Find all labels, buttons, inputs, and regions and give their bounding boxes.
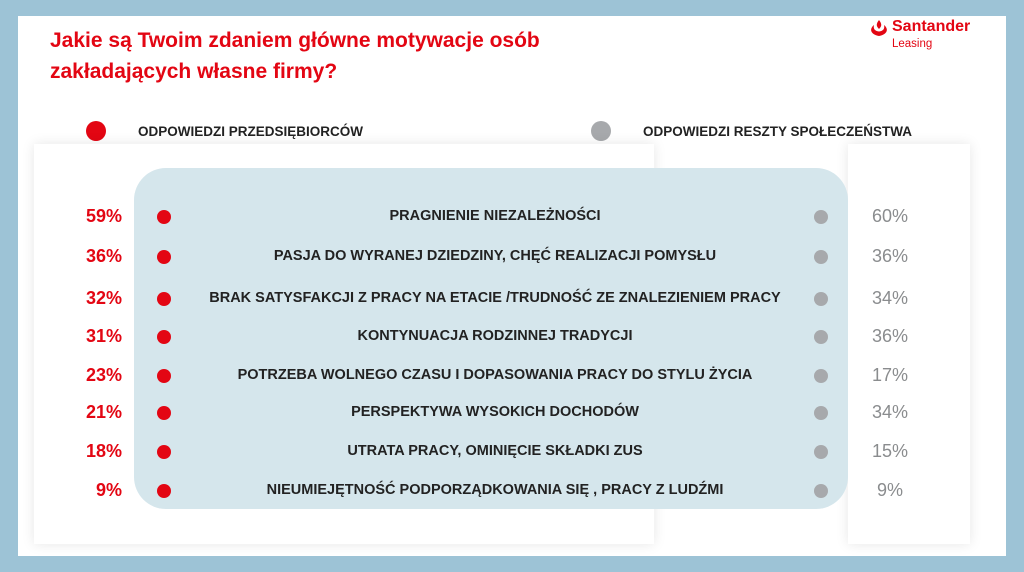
- entrepreneurs-value-label: 59%: [85, 206, 122, 226]
- chart-row: [0, 205, 988, 229]
- society-point: [814, 292, 828, 306]
- category-label: UTRATA PRACY, OMINIĘCIE SKŁADKI ZUS: [347, 443, 643, 459]
- brand-subname: Leasing: [892, 38, 933, 50]
- entrepreneurs-point: [157, 369, 171, 383]
- society-point: [814, 250, 828, 264]
- category-label: KONTYNUACJA RODZINNEJ TRADYCJI: [357, 328, 633, 344]
- category-label: BRAK SATYSFAKCJI Z PRACY NA ETACIE /TRUDNOŚĆ ZE ZNALEZIENIEM PRACY: [209, 290, 781, 306]
- entrepreneurs-point: [157, 292, 171, 306]
- society-point: [814, 210, 828, 224]
- entrepreneurs-value-label: 23%: [85, 365, 122, 385]
- society-value-label: 36%: [871, 246, 909, 266]
- society-value-label: 17%: [871, 365, 909, 385]
- entrepreneurs-value-label: 32%: [85, 288, 122, 308]
- legend-label-society: ODPOWIEDZI RESZTY SPOŁECZEŃSTWA: [643, 124, 913, 139]
- chart-row: [0, 245, 988, 269]
- entrepreneurs-point: [157, 330, 171, 344]
- category-label: PASJA DO WYRANEJ DZIEDZINY, CHĘĆ REALIZACJI POMYSŁU: [273, 248, 717, 264]
- category-label: PRAGNIENIE NIEZALEŻNOŚCI: [389, 208, 601, 224]
- entrepreneurs-value-label: 36%: [85, 246, 122, 266]
- society-point: [814, 484, 828, 498]
- chart-row: [0, 440, 988, 464]
- chart-row: [0, 401, 988, 425]
- society-value-label: 36%: [871, 326, 909, 346]
- category-label: NIEUMIEJĘTNOŚĆ PODPORZĄDKOWANIA SIĘ , PRACY Z LUDŹMI: [266, 482, 724, 498]
- chart-row: [0, 364, 988, 388]
- entrepreneurs-point: [157, 484, 171, 498]
- chart-row: [0, 325, 988, 349]
- entrepreneurs-point: [157, 250, 171, 264]
- society-value-label: 9%: [876, 480, 903, 500]
- society-point: [814, 406, 828, 420]
- entrepreneurs-value-label: 18%: [85, 441, 122, 461]
- page-title: Jakie są Twoim zdaniem główne motywacje osób zakładających własne firmy?: [50, 29, 540, 83]
- society-point: [814, 330, 828, 344]
- society-value-label: 60%: [871, 206, 909, 226]
- society-value-label: 34%: [871, 288, 909, 308]
- society-value-label: 34%: [871, 402, 909, 422]
- legend-label-entrepreneurs: ODPOWIEDZI PRZEDSIĘBIORCÓW: [138, 124, 364, 139]
- society-point: [814, 445, 828, 459]
- brand-name: Santander: [892, 18, 971, 35]
- category-label: PERSPEKTYWA WYSOKICH DOCHODÓW: [351, 404, 639, 420]
- chart-row: [0, 287, 988, 311]
- society-point: [814, 369, 828, 383]
- entrepreneurs-value-label: 21%: [85, 402, 122, 422]
- society-value-label: 15%: [871, 441, 909, 461]
- entrepreneurs-value-label: 31%: [85, 326, 122, 346]
- category-label: POTRZEBA WOLNEGO CZASU I DOPASOWANIA PRACY DO STYLU ŻYCIA: [237, 367, 753, 383]
- chart-row: [0, 479, 988, 503]
- entrepreneurs-value-label: 9%: [95, 480, 122, 500]
- entrepreneurs-point: [157, 406, 171, 420]
- entrepreneurs-point: [157, 210, 171, 224]
- entrepreneurs-point: [157, 445, 171, 459]
